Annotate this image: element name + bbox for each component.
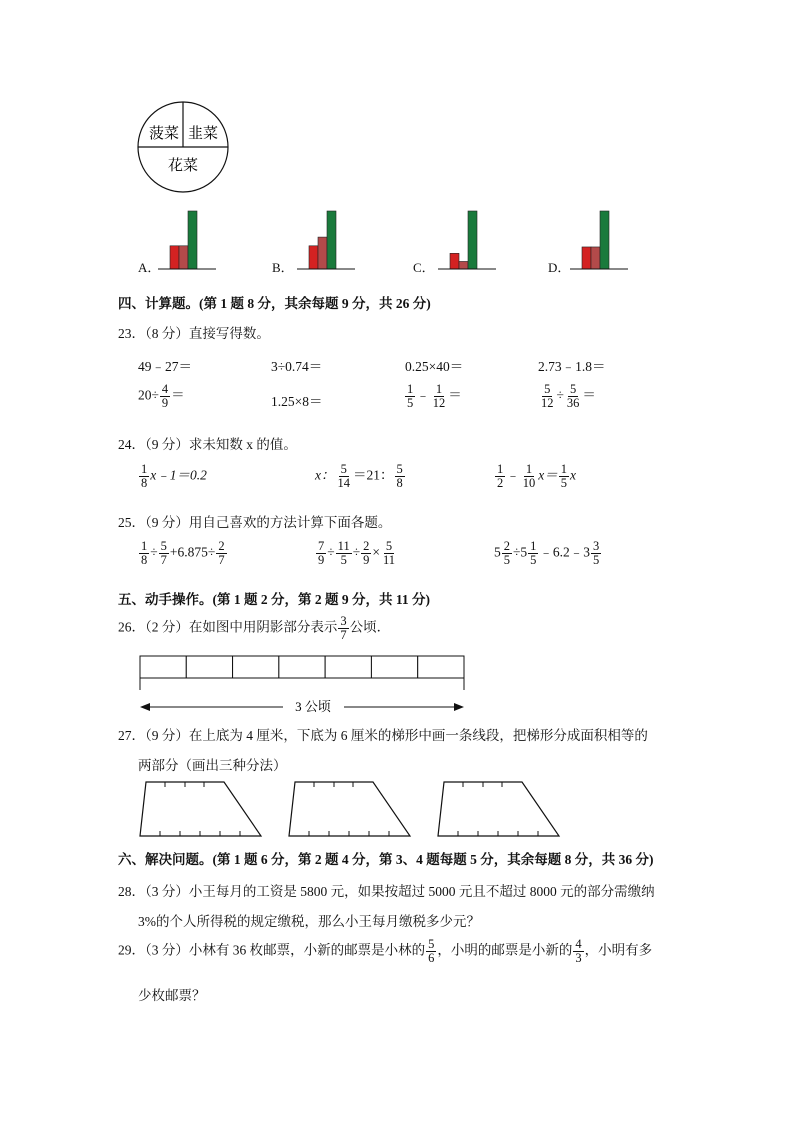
q25-eq2: $\frac{7}{9}$ ÷ $\frac{11}{5}$ ÷ $\frac{2}{9}$ × $\frac{5}{11}$ bbox=[318, 539, 396, 568]
q23-r2-c3: $\frac{1}{5}$ ﹣ $\frac{1}{12}$ ＝ bbox=[407, 382, 462, 411]
q23-r2-c1: 20÷ $\frac{4}{9}$ ＝ bbox=[138, 382, 185, 411]
q24-eq1: $\frac{1}{8}$ x﹣1＝0.2 bbox=[141, 462, 207, 491]
q26-strip-cell[interactable] bbox=[371, 656, 417, 678]
q26-strip-cell[interactable] bbox=[418, 656, 464, 678]
q28-line2: 3%的个人所得税的规定缴税，那么小王每月缴税多少元？ bbox=[138, 914, 480, 929]
option-c-bar-2 bbox=[459, 261, 468, 269]
option-a-bar-chart bbox=[158, 208, 218, 272]
q29-line2: 少枚邮票？ bbox=[138, 988, 206, 1003]
option-d-bar-2 bbox=[591, 247, 600, 269]
q24-eq3: $\frac{1}{2}$ ﹣ $\frac{1}{10}$ x＝ $\frac{1}{5}$ x bbox=[497, 462, 576, 491]
q23-r2-c2: 1.25×8＝ bbox=[271, 394, 323, 409]
q23-r2-c4: $\frac{5}{12}$ ÷ $\frac{5}{36}$ ＝ bbox=[541, 382, 596, 411]
option-d-bar-1 bbox=[582, 247, 591, 269]
option-c-label: C． bbox=[413, 260, 435, 275]
section-6-title: 六、解决问题。(第 1 题 6 分，第 2 题 4 分，第 3、4 题每题 5 分，其余每题 8 分，共 36 分) bbox=[118, 852, 654, 867]
option-a-bar-1 bbox=[170, 246, 179, 269]
q26-strip-cell[interactable] bbox=[279, 656, 325, 678]
q26-strip-cell[interactable] bbox=[140, 656, 186, 678]
q27-trapezoid-2 bbox=[287, 780, 413, 840]
q26-text: 26．（2 分）在如图中用阴影部分表示 $\frac{3}{7}$ 公顷． bbox=[118, 614, 391, 643]
option-c-bar-3 bbox=[468, 211, 477, 269]
q27-trapezoid-3 bbox=[436, 780, 562, 840]
q25-eq3: 5 $\frac{2}{5}$ ÷5 $\frac{1}{5}$ ﹣6.2﹣3 $\frac{3}{5}$ bbox=[494, 539, 600, 568]
option-a-bar-3 bbox=[188, 211, 197, 269]
q24-heading: 24．（9 分）求未知数 x 的值。 bbox=[118, 437, 297, 452]
q27-trapezoid-1 bbox=[138, 780, 264, 840]
q25-heading: 25．（9 分）用自己喜欢的方法计算下面各题。 bbox=[118, 515, 392, 530]
pie-label-spinach: 菠菜 bbox=[148, 126, 180, 142]
q24-eq2: x： $\frac{5}{14}$ ＝21： $\frac{5}{8}$ bbox=[315, 462, 403, 491]
option-a-bar-2 bbox=[179, 246, 188, 269]
option-d-bar-3 bbox=[600, 211, 609, 269]
section-5-title: 五、动手操作。(第 1 题 2 分，第 2 题 9 分，共 11 分) bbox=[118, 592, 430, 607]
pie-label-chives: 韭菜 bbox=[187, 126, 219, 142]
q27-line1: 27．（9 分）在上底为 4 厘米，下底为 6 厘米的梯形中画一条线段，把梯形分成面积相等的 bbox=[118, 728, 648, 743]
option-a-label: A． bbox=[138, 260, 161, 275]
option-d-label: D． bbox=[548, 260, 571, 275]
pie-label-cauliflower: 花菜 bbox=[167, 158, 199, 174]
option-b-bar-2 bbox=[318, 237, 327, 269]
option-c-bar-chart bbox=[438, 208, 498, 272]
q26-strip-cell[interactable] bbox=[325, 656, 371, 678]
q25-eq1: $\frac{1}{8}$ ÷ $\frac{5}{7}$ +6.875÷ $\frac{2}{7}$ bbox=[141, 539, 225, 568]
q23-r1-c2: 3÷0.74＝ bbox=[271, 359, 323, 374]
q23-r1-c3: 0.25×40＝ bbox=[405, 359, 464, 374]
q23-heading: 23．（8 分）直接写得数。 bbox=[118, 326, 270, 341]
section-4-title: 四、计算题。(第 1 题 8 分，其余每题 9 分，共 26 分) bbox=[118, 296, 431, 311]
option-b-bar-chart bbox=[297, 208, 357, 272]
q23-r1-c1: 49﹣27＝ bbox=[138, 359, 192, 374]
q23-r1-c4: 2.73﹣1.8＝ bbox=[538, 359, 606, 374]
option-b-bar-1 bbox=[309, 246, 318, 269]
q29-line1: 29．（3 分）小林有 36 枚邮票，小新的邮票是小林的 $\frac{5}{6}$ ，小明的邮票是小新的 $\frac{4}{3}$ ，小明有多 bbox=[118, 937, 653, 966]
q26-strip-cell[interactable] bbox=[186, 656, 232, 678]
option-b-bar-3 bbox=[327, 211, 336, 269]
pie-chart bbox=[136, 100, 230, 194]
q26-span-label: 3 公顷 bbox=[295, 699, 331, 714]
option-b-label: B． bbox=[272, 260, 294, 275]
q26-strip-diagram bbox=[138, 654, 468, 716]
option-d-bar-chart bbox=[570, 208, 630, 272]
q27-line2: 两部分（画出三种分法） bbox=[138, 758, 287, 773]
q28-line1: 28．（3 分）小王每月的工资是 5800 元，如果按超过 5000 元且不超过 8000 元的部分需缴纳 bbox=[118, 884, 655, 899]
q26-strip-cell[interactable] bbox=[233, 656, 279, 678]
option-c-bar-1 bbox=[450, 253, 459, 269]
